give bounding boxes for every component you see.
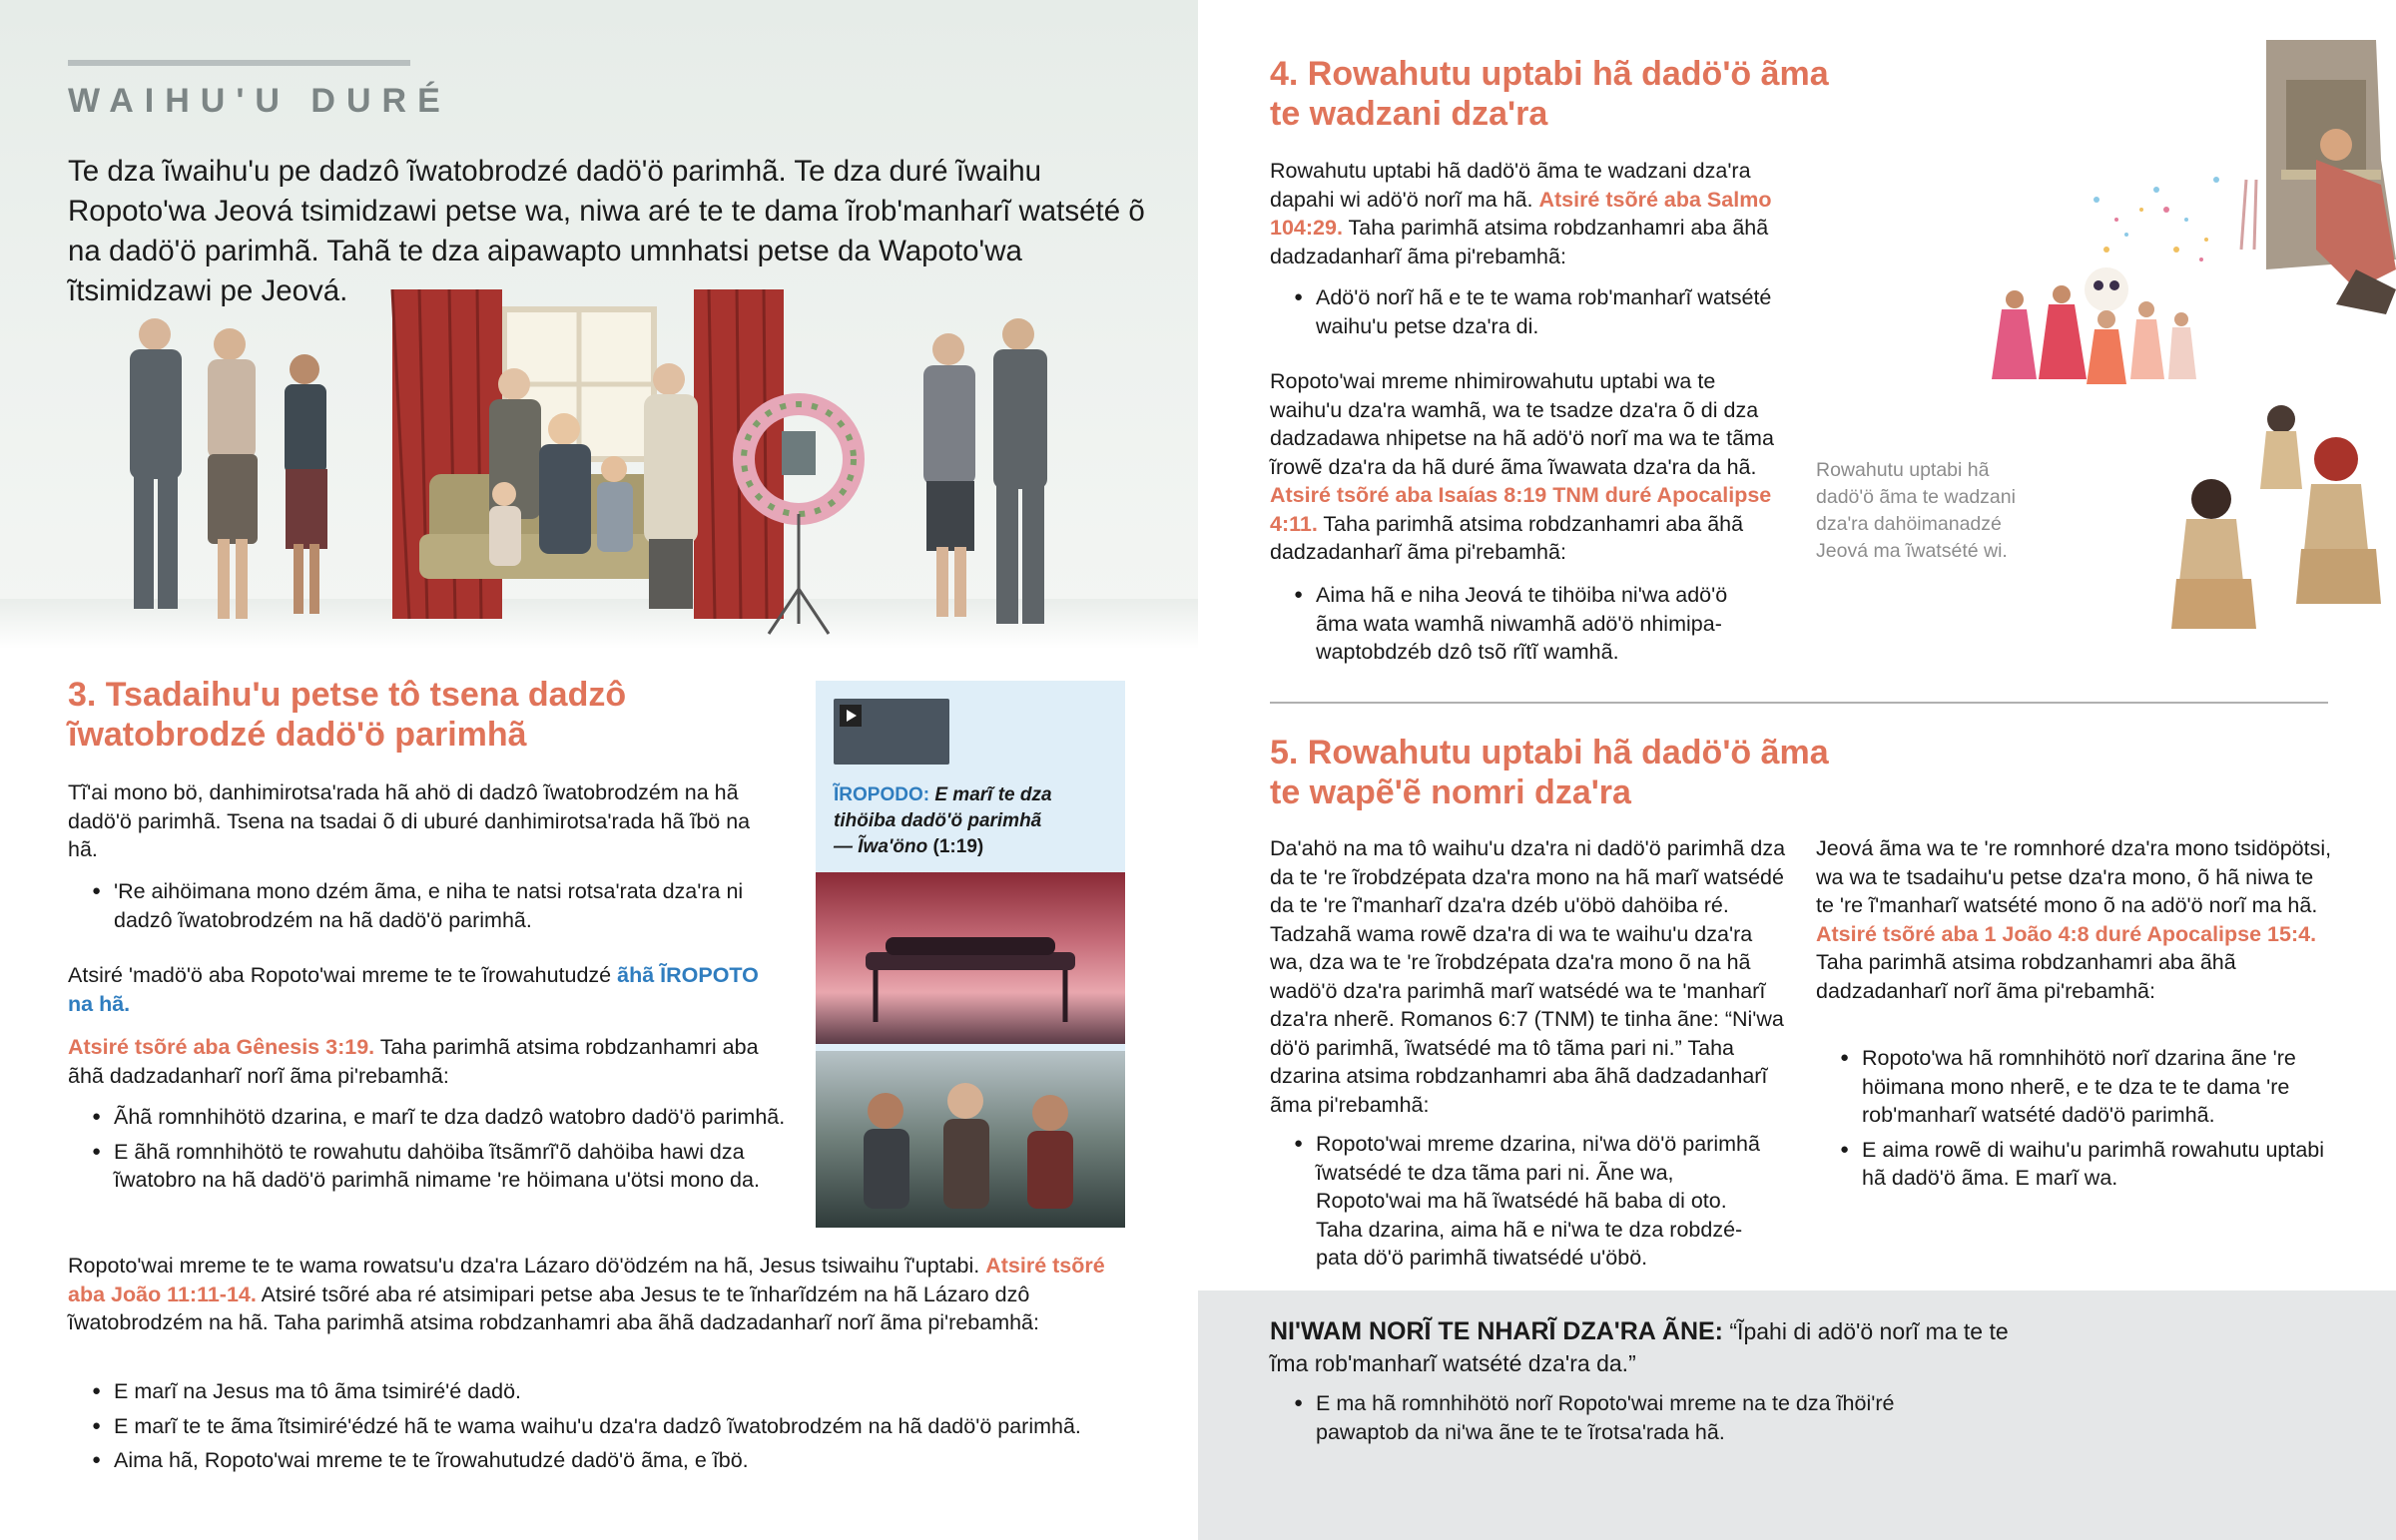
question-item: ● E aima rowẽ di waihu'u parimhã rowahutu uptabi hã dadö'ö ãma. E marĩ wa. bbox=[1816, 1136, 2335, 1193]
question-item: ● 'Re aihöimana mono dzém ãma, e niha te natsi rotsa'rata dza'ra ni dadzô ĩwatobrodzém na hã dadö'ö parimhã. bbox=[68, 877, 787, 934]
play-icon[interactable] bbox=[840, 705, 862, 727]
funeral-scene-illustration bbox=[110, 289, 1108, 679]
ancestor-worship-illustration bbox=[1797, 20, 2396, 679]
footer-objection bbox=[1270, 1315, 2029, 1379]
section-5-question-list-1 bbox=[1270, 1130, 1769, 1279]
section-5-question-list-2 bbox=[1816, 1044, 2335, 1199]
grieving-family-illustration bbox=[816, 1051, 1125, 1228]
paragraph-text: Taha parimhã atsima robdzanhamri aba ãhã dadzadanharĩ ãma pi'rebamhã: bbox=[1270, 216, 1769, 268]
paragraph-text: Atsiré tsõré aba ré atsimipari petse aba Jesus te te ĩnharĩdzém na hã Lázaro dzô ĩwatobrodzém na hã. Taha parimhã atsima robdzanhamri aba ãhã dadzadanharĩ norĩ ãma pi'rebamhã: bbox=[68, 1282, 1039, 1334]
video-box bbox=[816, 681, 1125, 1228]
paragraph-text: Ropoto'wai mreme te te wama rowatsu'u dza'ra Lázaro dö'ödzém na hã, Jesus tsiwaihu ĩ'uptabi. bbox=[68, 1254, 986, 1278]
section-4-title: 4. Rowahutu uptabi hã dadö'ö ãma te wadzani dza'ra bbox=[1270, 55, 1829, 133]
section-3-video-prompt bbox=[68, 961, 787, 1018]
question-item: ● E ma hã romnhihötö norĩ Ropoto'wai mreme na te dza ĩhöi'ré pawaptob da ni'wa ãne te te ĩrotsa'rada hã. bbox=[1270, 1389, 1969, 1446]
paragraph-text: Ropoto'wai mreme nhimirowahutu uptabi wa te waihu'u dza'ra wamhã, wa te tsadze dza'ra õ di dza dadzadawa nhipetse na hã adö'ö norĩ ma wa te tãma ĩrowẽ dza'ra da hã duré ãma ĩwawata dza'ra da hã. bbox=[1270, 369, 1774, 479]
scripture-link-genesis[interactable]: Atsiré tsõré aba Gênesis 3:19. bbox=[68, 1035, 375, 1059]
video-series: — Ĩwa'öno bbox=[834, 836, 928, 857]
video-title[interactable]: E marĩ te dza tihöiba dadö'ö parimhã bbox=[834, 784, 1052, 831]
section-3-title: 3. Tsadaihu'u petse tô tsena dadzô ĩwatobrodzé dadö'ö parimhã bbox=[68, 676, 627, 754]
paragraph-text: Rowahutu uptabi hã dadö'ö ãma te wadzani dza'ra dapahi wi adö'ö norĩ ma hã. bbox=[1270, 159, 1751, 212]
section-3-question-list-1 bbox=[68, 877, 787, 940]
lesson-label: WAIHU'U DURÉ bbox=[68, 82, 451, 120]
scripture-link-1-john[interactable]: Atsiré tsõré aba 1 João 4:8 duré Apocalipse 15:4. bbox=[1816, 921, 2317, 946]
scripture-link-psalm[interactable]: Atsiré tsõré aba Salmo 104:29. bbox=[1270, 187, 1772, 240]
question-item: ● Ropoto'wa hã romnhihötö norĩ dzarina ãne 're höimana mono nherẽ, e te dza te te dama 're rob'manharĩ watsété dadö'ö parimhã. bbox=[1816, 1044, 2335, 1130]
intro-paragraph: Te dza ĩwaihu'u pe dadzô ĩwatobrodzé dadö'ö parimhã. Te dza duré ĩwaihu Ropoto'wa Jeová tsimidzawi petse wa, niwa aré te te dama ĩrob'manharĩ watsété õ na dadö'ö parimhã. Tahã te dza aipawapto umnhatsi petse da Wapoto'wa ĩtsimidzawi pe Jeová. bbox=[68, 155, 1145, 307]
video-caption bbox=[834, 782, 1113, 860]
video-thumbnail[interactable] bbox=[834, 699, 949, 765]
grieving-family-photo bbox=[816, 1051, 1125, 1228]
section-3-paragraph-1: Tĩ'ai mono bö, danhimirotsa'rada hã ahö di dadzô ĩwatobrodzém na hã dadö'ö parimhã. Tsena na tsadai õ di uburé danhimirotsa'rada hã ĩbö na hã. bbox=[68, 780, 751, 861]
question-item: ● Ãhã romnhihötö dzarina, e marĩ te dza dadzô watobro dadö'ö parimhã. bbox=[68, 1103, 787, 1132]
section-3-paragraph-4 bbox=[68, 1252, 1126, 1337]
footer-question-list bbox=[1270, 1389, 1969, 1452]
section-4-question-list-1 bbox=[1270, 283, 1789, 346]
section-4-question-list-2 bbox=[1270, 581, 1769, 673]
video-prompt-text: Atsiré 'madö'ö aba Ropoto'wai mreme te te ĩrowahutudzé bbox=[68, 963, 612, 987]
scripture-link-john[interactable]: Atsiré tsõré aba João 11:11-14. bbox=[68, 1254, 1105, 1306]
section-5-paragraph-2 bbox=[1816, 834, 2335, 1005]
hospital-bed-photo bbox=[816, 872, 1125, 1044]
section-4-paragraph-2 bbox=[1270, 367, 1789, 567]
question-item: ● Aima hã e niha Jeová te tihöiba ni'wa adö'ö ãma wata wamhã niwamhã adö'ö nhimipawaptobdzéb dzô tsõ rĩtĩ wamhã. bbox=[1270, 581, 1769, 667]
section-3-question-list-2 bbox=[68, 1103, 787, 1201]
right-page bbox=[1198, 0, 2396, 1540]
question-item: ● Adö'ö norĩ hã e te te wama rob'manharĩ watsété waihu'u petse dza'ra di. bbox=[1270, 283, 1789, 340]
paragraph-text: Taha parimhã atsima robdzanhamri aba ãhã dadzadanharĩ ãma pi'rebamhã: bbox=[1270, 511, 1744, 564]
illustration-caption: Rowahutu uptabi hã dadö'ö ãma te wadzani dza'ra dahöimanadzé Jeová ma ĩwatsété wi. bbox=[1816, 459, 2016, 562]
video-link[interactable]: ãhã ĨROPOTO na hã. bbox=[68, 963, 759, 1016]
hospital-bed-illustration bbox=[816, 872, 1125, 1044]
section-4-paragraph-1 bbox=[1270, 157, 1789, 270]
paragraph-text: Taha parimhã atsima robdzanhamri aba ãhã dadzadanharĩ norĩ ãma pi'rebamhã: bbox=[68, 1035, 759, 1088]
section-5-paragraph-1: Da'ahö na ma tô waihu'u dza'ra ni dadö'ö parimhã dza da te 're ĩrobdzépata dza'ra mono na hã marĩ watsédé da te 're ĩ'manharĩ dza'ra dzéb u'öbö dahöiba ré. Tadzahã wama rowẽ dza'ra di wa te waihu'u dza'ra wa, dza wa te 're ĩrobdzépata dza'ra mono õ na hã wadö'ö dza'ra parimhã marĩ watsédé wa te 'manharĩ dza'ra nherẽ. Romanos 6:7 (TNM) te tinha ãne: “Ni'wa dö'ö parimhã, ĩwatsédé ma tô tãma pari ni.” Taha dzarina atsima robdzanhamri aba ãhã dadzadanharĩ ãma pi'rebamhã: bbox=[1270, 836, 1786, 1117]
question-item: ● E marĩ na Jesus ma tô ãma tsimiré'é dadö. bbox=[68, 1377, 1146, 1406]
question-item: ● Aima hã, Ropoto'wai mreme te te ĩrowahutudzé dadö'ö ãma, e ĩbö. bbox=[68, 1446, 1146, 1475]
question-item: ● Ropoto'wai mreme dzarina, ni'wa dö'ö parimhã ĩwatsédé te dza tãma pari ni. Ãne wa, Ropoto'wai ma hã ĩwatsédé hã baba di oto. Taha dzarina, aima hã e ni'wa te dza robdzépata dö'ö parimhã tiwatsédé u'öbö. bbox=[1270, 1130, 1769, 1273]
heading-rule bbox=[68, 60, 410, 66]
section-divider bbox=[1270, 702, 2328, 704]
video-duration: (1:19) bbox=[932, 836, 984, 857]
section-3-question-list-3 bbox=[68, 1377, 1146, 1481]
paragraph-text: Jeová ãma wa te 're romnhoré dza'ra mono tsidöpötsi, wa wa te tsadaihu'u petse dza'ra mono, õ hã niwa te te 're ĩ'manharĩ watsété mono õ na adö'ö norĩ ma hã. bbox=[1816, 836, 2332, 917]
section-3-paragraph-3 bbox=[68, 1033, 787, 1090]
section-5-title: 5. Rowahutu uptabi hã dadö'ö ãma te wapẽ'ẽ nomri dza'ra bbox=[1270, 734, 1829, 811]
paragraph-text: Taha parimhã atsima robdzanhamri aba ãhã dadzadanharĩ norĩ ãma pi'rebamhã: bbox=[1816, 950, 2236, 1003]
video-label: ĨROPODO: bbox=[834, 784, 930, 805]
footer-quote: “Ĩpahi di adö'ö norĩ ma te te ĩma rob'manharĩ watsété dza'ra da.” bbox=[1270, 1318, 2009, 1376]
question-item: ● E marĩ te te ãma ĩtsimiré'édzé hã te wama waihu'u dza'ra dadzô ĩwatobrodzém na hã dadö'ö parimhã. bbox=[68, 1412, 1146, 1441]
scripture-link-isaiah[interactable]: Atsiré tsõré aba Isaías 8:19 TNM duré Apocalipse 4:11. bbox=[1270, 483, 1772, 536]
footer-lead: NI'WAM NORĨ TE NHARĨ DZA'RA ÃNE: bbox=[1270, 1317, 1723, 1345]
question-item: ● E ãhã romnhihötö te rowahutu dahöiba ĩtsãmrĩ'õ dahöiba hawi dza ĩwatobro na hã dadö'ö parimhã nimame 're höimana u'ötsi mono da. bbox=[68, 1138, 787, 1195]
